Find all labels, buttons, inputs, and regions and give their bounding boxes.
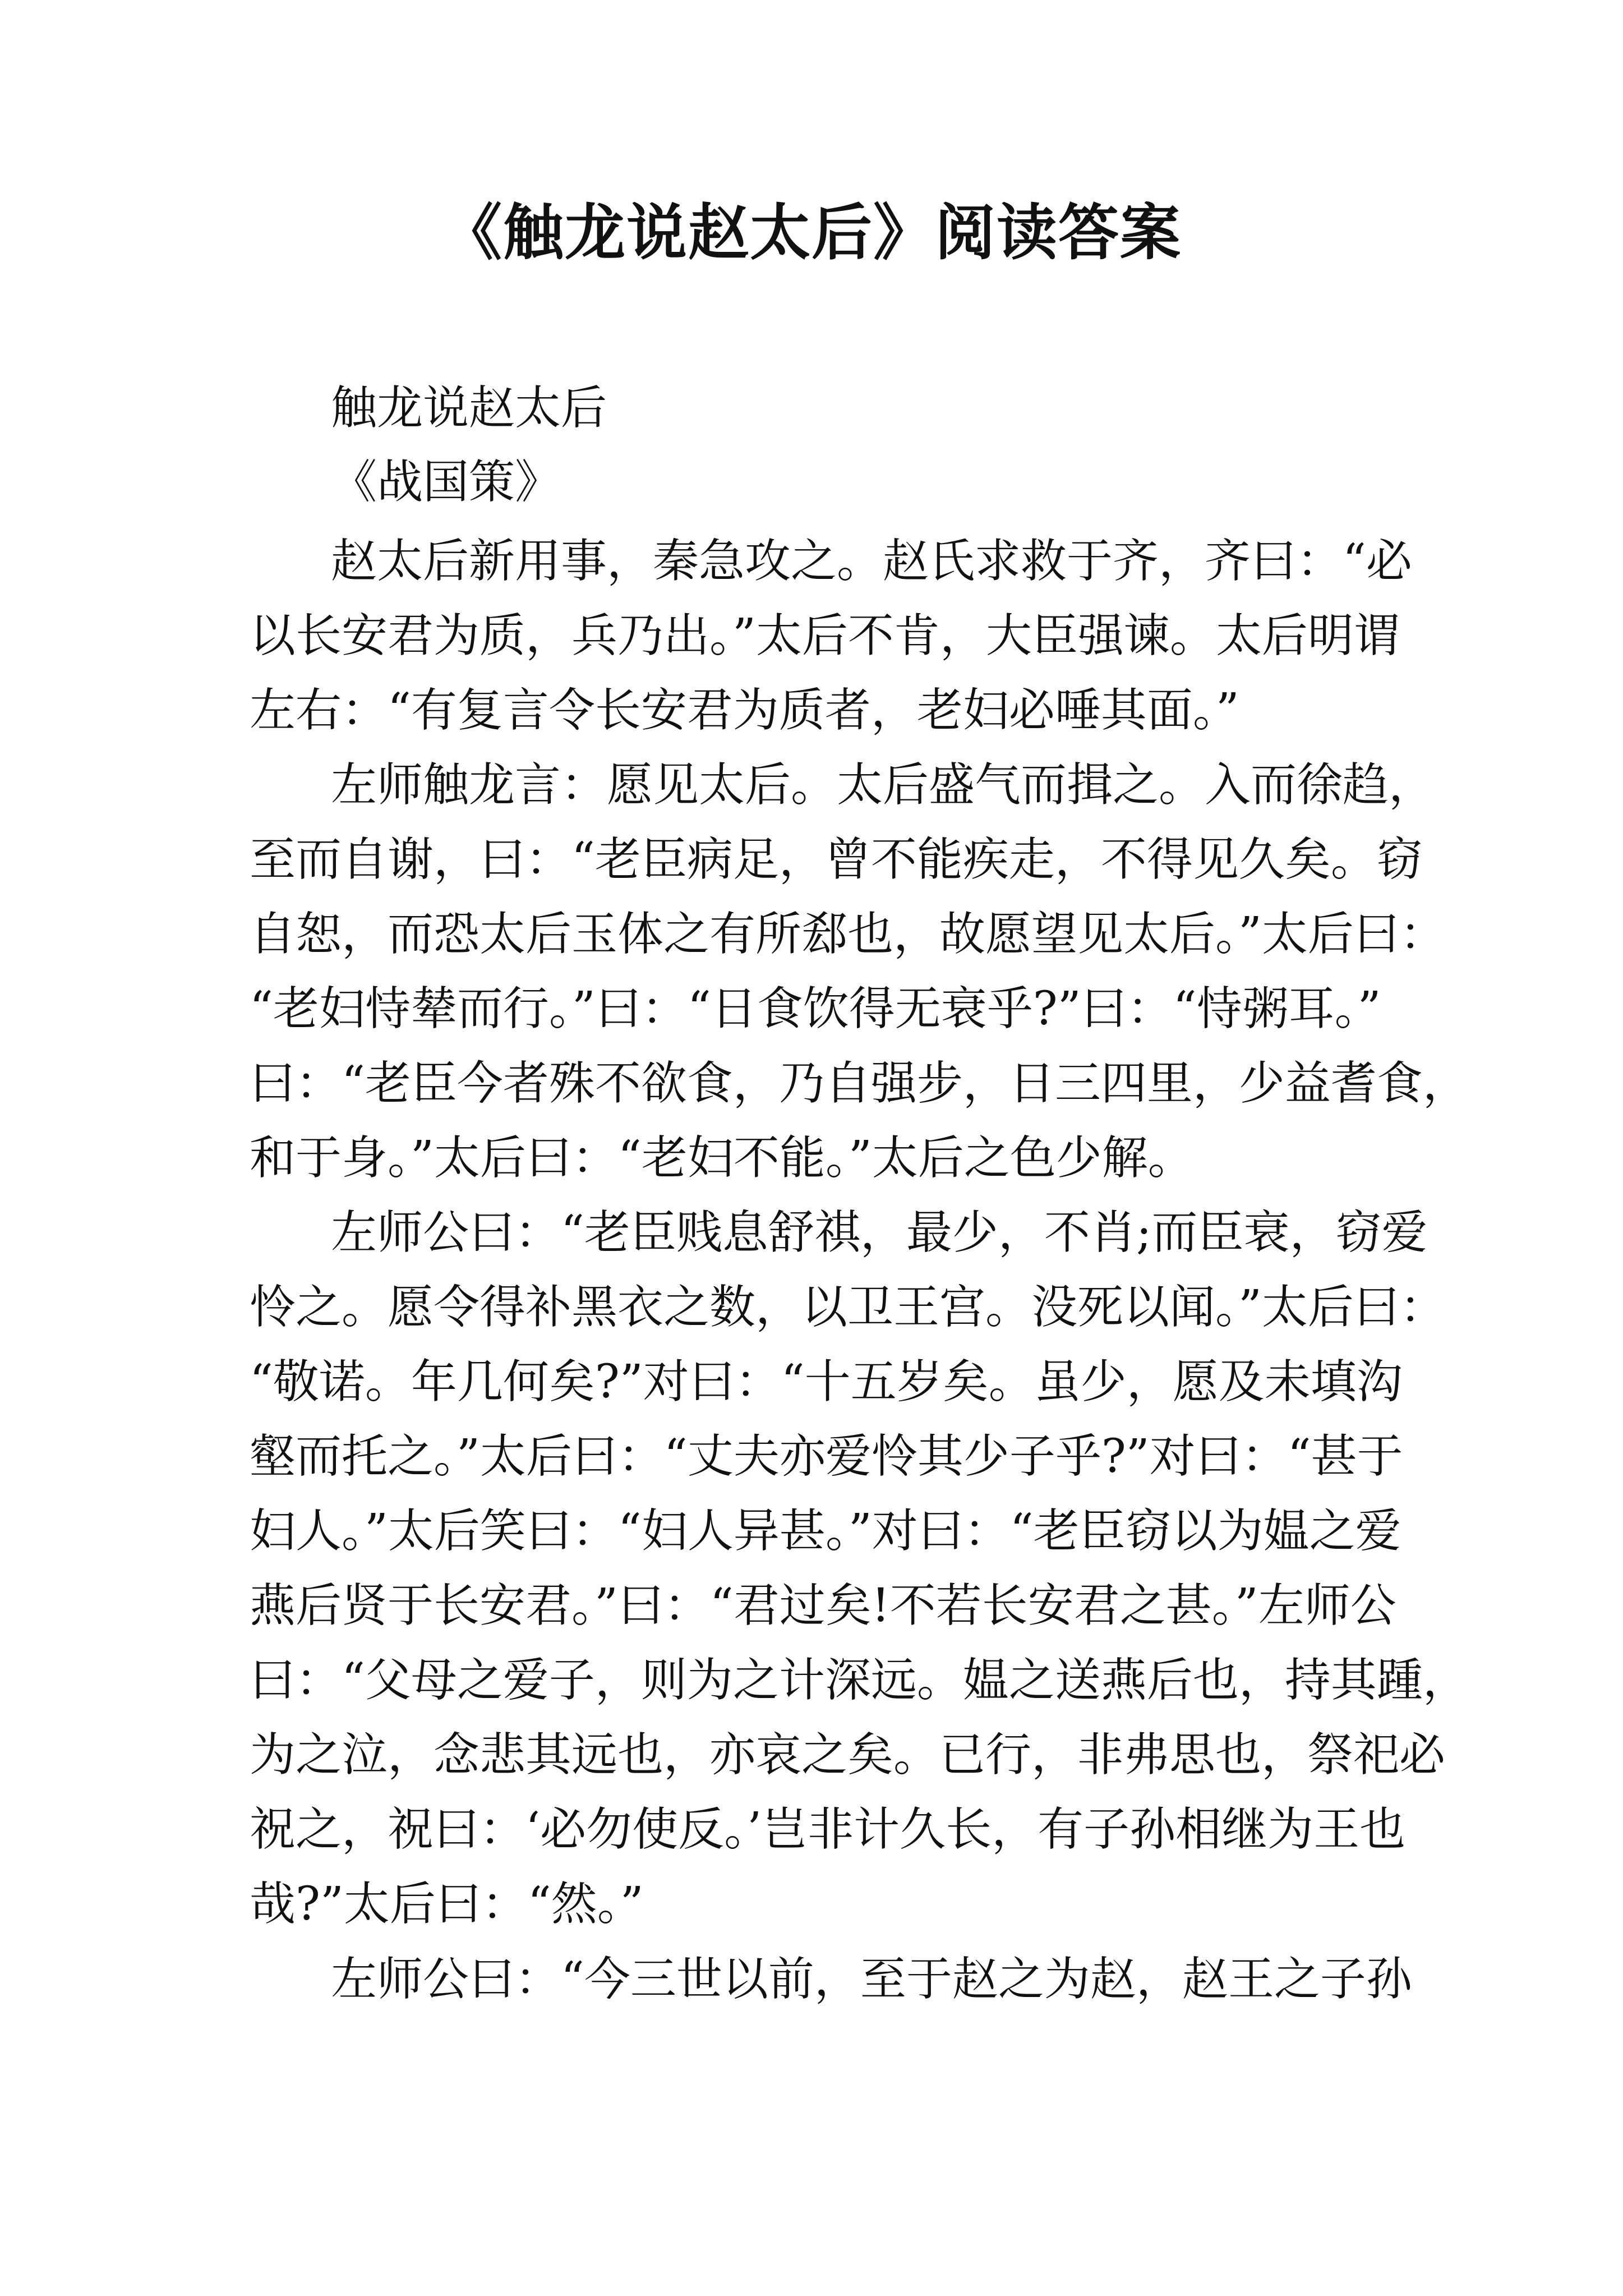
paragraph-line: 左师公曰：“老臣贱息舒祺，最少，不肖;而臣衰，窃爱 [331,1206,1428,1259]
paragraph-line: 以长安君为质，兵乃出。”太后不肯，大臣强谏。太后明谓 [250,609,1400,662]
paragraph-line: 自恕，而恐太后玉体之有所郄也，故愿望见太后。”太后曰： [250,908,1446,961]
paragraph-line: 祝之，祝曰：‘必勿使反。’岂非计久长，有子孙相继为王也 [250,1803,1406,1856]
paragraph-line: 怜之。愿令得补黑衣之数，以卫王宫。没死以闻。”太后曰： [250,1281,1446,1334]
paragraph-line: 和于身。”太后曰：“老妇不能。”太后之色少解。 [250,1131,1194,1185]
work-title: 触龙说赵太后 [331,381,607,435]
source-line: 《战国策》 [331,455,561,509]
paragraph [250,1195,1469,1941]
paragraph-line: 哉?”太后曰：“然。” [250,1878,644,1931]
paragraph-line: 左右：“有复言令长安君为质者，老妇必唾其面。” [250,684,1239,737]
paragraph-line: 燕后贤于长安君。”曰：“君过矣!不若长安君之甚。”左师公 [250,1579,1396,1632]
paragraph [250,1942,1433,2017]
paragraph-line: 妇人。”太后笑曰：“妇人异甚。”对曰：“老臣窃以为媪之爱 [250,1504,1401,1558]
paragraph-line: “老妇恃辇而行。”曰：“日食饮得无衰乎?”曰：“恃粥耳。” [250,982,1381,1036]
paragraph-line: “敬诺。年几何矣?”对曰：“十五岁矣。虽少，愿及未填沟 [250,1355,1403,1409]
paragraph-line: 赵太后新用事，秦急攻之。赵氏求救于齐，齐曰：“必 [331,535,1412,588]
paragraph [250,524,1433,748]
paragraph-line: 壑而托之。”太后曰：“丈夫亦爱怜其少子乎?”对曰：“甚于 [250,1430,1403,1483]
paragraph-line: 至而自谢，曰：“老臣病足，曾不能疾走，不得见久矣。窃 [250,833,1423,886]
paragraph-line: 左师触龙言：愿见太后。太后盛气而揖之。入而徐趋， [331,758,1435,812]
document-title: 《触龙说赵太后》阅读答案 [441,197,1182,268]
paragraph-line: 曰：“老臣今者殊不欲食，乃自强步，日三四里，少益耆食， [250,1057,1469,1110]
paragraph [250,748,1469,1195]
paragraph-line: 左师公曰：“今三世以前，至于赵之为赵，赵王之子孙 [331,1953,1412,2006]
paragraph-line: 曰：“父母之爱子，则为之计深远。媪之送燕后也，持其踵， [250,1654,1469,1707]
paragraph-line: 为之泣，念悲其远也，亦哀之矣。已行，非弗思也，祭祀必 [250,1728,1446,1782]
